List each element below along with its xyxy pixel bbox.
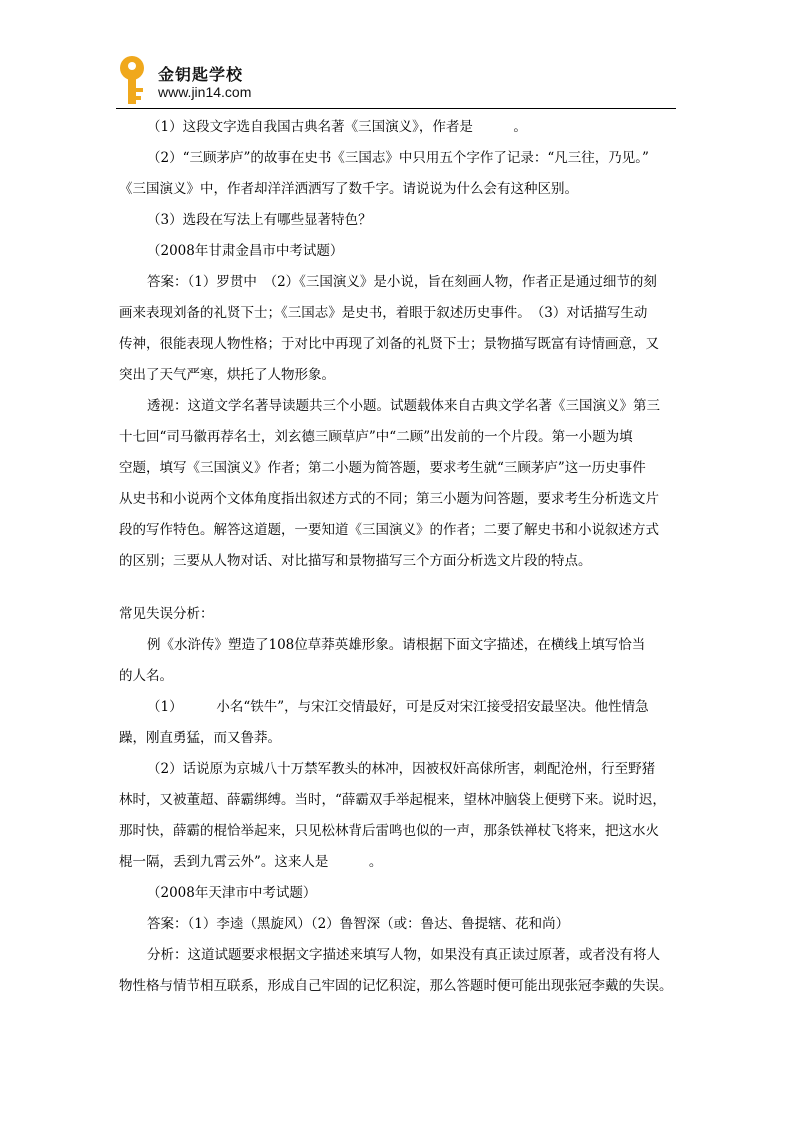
sub-question-2-line-2: 林时，又被董超、薛霸绑缚。当时，“薛霸双手举起棍来，望林冲脑袋上便劈下来。说时迟， [119, 792, 666, 808]
error-analysis-title: 常见失误分析： [119, 606, 214, 622]
analysis-1-line-1: 透视：这道文学名著导读题共三个小题。试题载体来自古典文学名著《三国演义》第三 [147, 398, 660, 414]
key-icon [118, 54, 158, 108]
example-line-1: 例《水浒传》塑造了108位草莽英雄形象。请根据下面文字描述，在横线上填写恰当 [147, 637, 646, 653]
question-3: （3）选段在写法上有哪些显著特色？ [147, 212, 372, 228]
document-body [119, 112, 679, 1002]
answer-1-line-1: 答案：（1）罗贯中 （2）《三国演义》是小说，旨在刻画人物，作者正是通过细节的刻 [147, 274, 657, 290]
question-1: （1）这段文字选自我国古典名著《三国演义》，作者是 。 [147, 119, 527, 135]
analysis-2-line-1: 分析：这道试题要求根据文字描述来填写人物，如果没有真正读过原著，或者没有将人 [147, 947, 660, 963]
analysis-1-line-4: 从史书和小说两个文体角度指出叙述方式的不同；第三小题为问答题，要求考生分析选文片 [119, 491, 659, 507]
question-2-line-2: 《三国演义》中，作者却洋洋洒洒写了数千字。请说说为什么会有这种区别。 [119, 181, 578, 197]
analysis-1-line-2: 十七回“司马徽再荐名士，刘玄德三顾草庐”中“二顾”出发前的一个片段。第一小题为填 [119, 429, 633, 445]
answer-2: 答案：（1）李逵（黑旋风）（2）鲁智深（或：鲁达、鲁提辖、花和尚） [147, 916, 570, 932]
source-note-1: （2008年甘肃金昌市中考试题） [147, 243, 344, 259]
source-note-2: （2008年天津市中考试题） [147, 885, 317, 901]
analysis-2-line-2: 物性格与情节相互联系，形成自己牢固的记忆积淀，那么答题时便可能出现张冠李戴的失误。 [119, 978, 673, 994]
site-url: www.jin14.com [158, 84, 252, 100]
analysis-1-line-6: 的区别；三要从人物对话、对比描写和景物描写三个方面分析选文片段的特点。 [119, 553, 592, 569]
sub-question-2-line-4: 棍一隔，丢到九霄云外”。这来人是 。 [119, 854, 383, 870]
sub-question-1-line-1: （1） 小名“铁牛”，与宋江交情最好，可是反对宋江接受招安最坚决。他性情急 [147, 699, 649, 715]
sub-question-2-line-1: （2）话说原为京城八十万禁军教头的林冲，因被权奸高俅所害，刺配沧州，行至野猪 [147, 761, 656, 777]
answer-1-line-2: 画来表现刘备的礼贤下士；《三国志》是史书，着眼于叙述历史事件。 （3）对话描写生动 [119, 305, 648, 321]
sub-question-2-line-3: 那时快，薛霸的棍恰举起来，只见松林背后雷鸣也似的一声，那条铁禅杖飞将来，把这水火 [119, 823, 659, 839]
section-gap [119, 577, 679, 599]
sub-question-1-line-2: 躁，刚直勇猛，而又鲁莽。 [119, 730, 281, 746]
page-header [116, 50, 676, 109]
analysis-1-line-3: 空题，填写《三国演义》作者；第二小题为简答题，要求考生就“三顾茅庐”这一历史事件 [119, 460, 646, 476]
example-line-2: 的人名。 [119, 668, 173, 684]
question-2-line-1: （2）“三顾茅庐”的故事在史书《三国志》中只用五个字作了记录：“凡三往，乃见。” [147, 150, 649, 166]
answer-1-line-3: 传神，很能表现人物性格；于对比中再现了刘备的礼贤下士；景物描写既富有诗情画意，又 [119, 336, 659, 352]
analysis-1-line-5: 段的写作特色。解答这道题，一要知道《三国演义》的作者；二要了解史书和小说叙述方式 [119, 522, 659, 538]
logo-text: 金钥匙学校 [158, 65, 244, 84]
answer-1-line-4: 突出了天气严寒，烘托了人物形象。 [119, 367, 335, 383]
